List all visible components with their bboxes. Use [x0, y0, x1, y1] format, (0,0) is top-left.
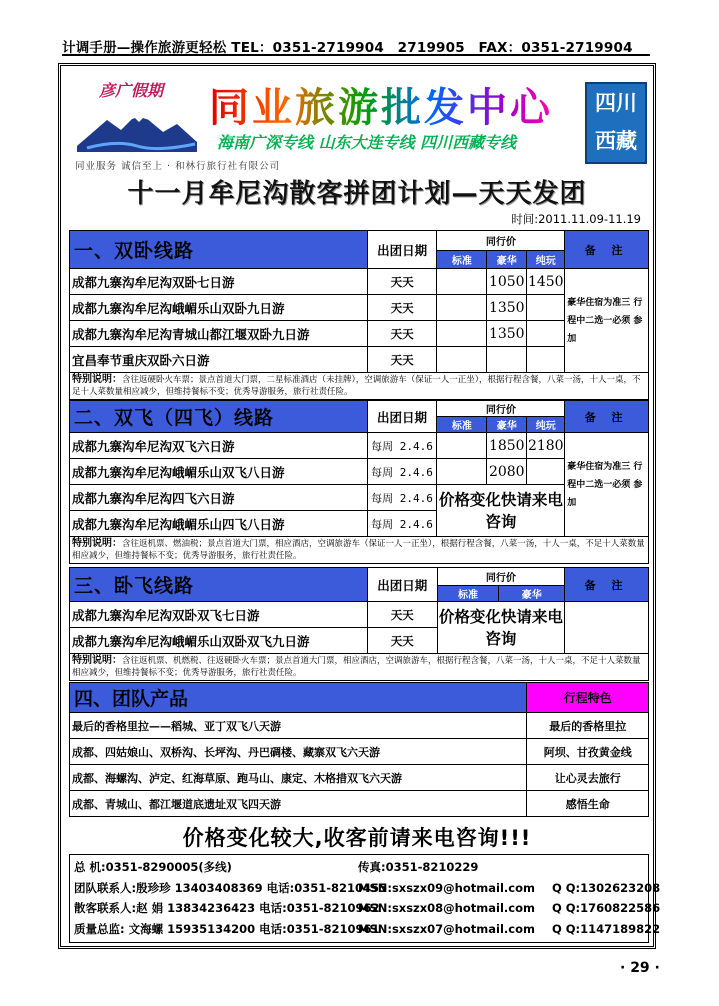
- section2-note-header: 备 注: [565, 401, 649, 433]
- route-name: 成都九寨沟牟尼沟峨嵋乐山双飞八日游: [70, 459, 368, 485]
- route-name: 成都九寨沟牟尼沟峨嵋乐山双卧九日游: [70, 295, 368, 321]
- price-col-luxury: 豪华: [487, 417, 527, 433]
- team-product: 最后的香格里拉——稻城、亚丁双飞八天游: [70, 713, 527, 739]
- section1-note: 豪华住宿为准三 行程中二选一必须 参加: [565, 269, 649, 373]
- contact-row: [74, 857, 644, 878]
- contact-mid: 传真:0351-8210229: [358, 860, 479, 874]
- route-date: 天天: [367, 628, 437, 654]
- contact-left: 总 机:0351-8290005(多线): [74, 860, 232, 874]
- route-date: 天天: [367, 269, 437, 295]
- route-date: 每周 2.4.6: [367, 433, 437, 459]
- special-text: 含往返硬卧火车票；景点首道大门票，二星标准酒店（未挂牌），空调旅游车（保证一人一正坐），根据行程含餐，八菜一汤，十人一桌，不足十人菜数量相应减少，但维持餐标不变；优秀导游服务，旅行社责任险。: [72, 375, 641, 397]
- route-name: 成都九寨沟牟尼沟双卧七日游: [70, 269, 368, 295]
- team-feature: 阿坝、甘孜黄金线: [527, 739, 649, 765]
- section1-price-header: 同行价: [437, 231, 565, 251]
- sichuan-tibet-badge: [585, 82, 647, 164]
- tagline: 同业服务 诚信至上 · 和林行旅行社有限公司: [75, 161, 281, 172]
- route-date: 天天: [367, 321, 437, 347]
- route-name: 成都九寨沟牟尼沟四飞六日游: [70, 485, 368, 511]
- section4-table: [69, 682, 649, 817]
- special-text: 含往返机票、燃油税；景点首道大门票，相应酒店，空调旅游车（保证一人一正坐），根据行程含餐，八菜一汤，十人一桌，不足十人菜数量相应减少，但维持餐标不变；优秀导游服务，旅行社责任险。: [72, 539, 645, 561]
- price-luxury: 1050: [487, 269, 527, 295]
- price-standard: [437, 295, 487, 321]
- section1-date-header: 出团日期: [367, 231, 437, 269]
- section3-price-header: 同行价: [437, 568, 565, 586]
- time-range: 时间:2011.11.09-11.19: [511, 212, 641, 226]
- contact-right: Q Q:1302623208: [552, 880, 661, 895]
- contact-row: [74, 919, 661, 940]
- price-pure: [527, 321, 565, 347]
- section2-price-header: 同行价: [437, 401, 565, 417]
- special-label: 特别说明：: [72, 655, 122, 666]
- route-name: 成都九寨沟牟尼沟双飞六日游: [70, 433, 368, 459]
- section3-date-header: 出团日期: [367, 568, 437, 602]
- plan-title: 十一月牟尼沟散客拼团计划—天天发团: [127, 179, 587, 209]
- price-luxury: 1350: [487, 295, 527, 321]
- badge-line2: 西藏: [595, 129, 637, 153]
- team-feature: 让心灵去旅行: [527, 765, 649, 791]
- section3-special-note: [70, 654, 649, 681]
- route-name: 宜昌奉节重庆双卧六日游: [70, 347, 368, 373]
- route-name: 成都九寨沟牟尼沟峨嵋乐山四飞八日游: [70, 511, 368, 537]
- section1-note-header: 备 注: [565, 231, 649, 269]
- price-pure: 2180: [527, 433, 565, 459]
- section1-table: [69, 230, 649, 400]
- section4-feature-header: 行程特色: [527, 683, 649, 713]
- special-lines: 海南广深专线 山东大连专线 四川西藏专线: [217, 133, 517, 152]
- contact-left: 质量总监: 文海螺 15935134200 电话:0351-8210961: [74, 921, 380, 936]
- section3-call-price: 价格变化快请来电咨询: [437, 602, 565, 654]
- contact-right: Q Q:1147189822: [552, 921, 661, 936]
- section4-title: 四、团队产品: [70, 683, 527, 713]
- contact-mid: MSN:sxszx08@hotmail.com: [358, 901, 535, 915]
- mountain-logo-icon: [77, 102, 197, 152]
- route-date: 每周 2.4.6: [367, 459, 437, 485]
- price-pure: [527, 347, 565, 373]
- team-feature: 最后的香格里拉: [527, 713, 649, 739]
- contact-row: [74, 878, 661, 899]
- route-date: 天天: [367, 347, 437, 373]
- price-pure: [527, 459, 565, 485]
- special-label: 特别说明：: [72, 374, 122, 385]
- contact-mid: MSN:sxszx07@hotmail.com: [358, 921, 535, 936]
- route-name: 成都九寨沟牟尼沟峨嵋乐山双卧双飞九日游: [70, 628, 368, 654]
- route-date: 每周 2.4.6: [367, 511, 437, 537]
- route-date: 天天: [367, 602, 437, 628]
- route-date: 天天: [367, 295, 437, 321]
- team-product: 成都、四姑娘山、双桥沟、长坪沟、丹巴碉楼、藏寨双飞六天游: [70, 739, 527, 765]
- badge-line1: 四川: [595, 91, 637, 115]
- section2-special-note: [70, 537, 649, 564]
- contact-left: 散客联系人:赵 娟 13834236423 电话:0351-8210962: [74, 901, 380, 915]
- contact-row: [74, 898, 661, 919]
- price-standard: [437, 347, 487, 373]
- price-standard: [437, 459, 487, 485]
- special-text: 含往返机票、机燃税、往返硬卧火车票；景点首道大门票，相应酒店，空调旅游车，根据行程含餐，八菜一汤，十人一桌，不足十人菜数量相应减少，但维持餐标不变；优秀导游服务，旅行社责任险。: [72, 656, 641, 678]
- price-pure: 1450: [527, 269, 565, 295]
- contact-mid: MSN:sxszx09@hotmail.com: [358, 880, 535, 895]
- section3-title: 三、卧飞线路: [70, 568, 368, 602]
- section2-note: 豪华住宿为准三 行程中二选一必须 参加: [565, 433, 649, 537]
- price-luxury: 2080: [487, 459, 527, 485]
- price-col-standard: 标准: [437, 417, 487, 433]
- price-col-standard: 标准: [437, 251, 487, 269]
- price-col-pure: 纯玩: [527, 251, 565, 269]
- price-standard: [437, 269, 487, 295]
- team-product: 成都、海螺沟、泸定、红海草原、跑马山、康定、木格措双飞六天游: [70, 765, 527, 791]
- route-date: 每周 2.4.6: [367, 485, 437, 511]
- section2-date-header: 出团日期: [367, 401, 437, 433]
- special-label: 特别说明：: [72, 538, 122, 549]
- price-warning: 价格变化较大,收客前请来电咨询!!!: [182, 826, 532, 850]
- section3-note-header: 备 注: [565, 568, 649, 602]
- route-name: 成都九寨沟牟尼沟双卧双飞七日游: [70, 602, 368, 628]
- price-col-luxury: 豪华: [499, 586, 565, 602]
- price-standard: [437, 321, 487, 347]
- contact-left: 团队联系人:殷珍珍 13403408369 电话:0351-8210455: [74, 880, 388, 895]
- route-name: 成都九寨沟牟尼沟青城山都江堰双卧九日游: [70, 321, 368, 347]
- price-col-standard: 标准: [437, 586, 499, 602]
- price-col-luxury: 豪华: [487, 251, 527, 269]
- page-header-bar: 计调手册—操作旅游更轻松 TEL：0351-2719904 2719905 FAX：0351-2719904: [62, 36, 650, 56]
- main-title: 同业旅游批发中心: [209, 76, 553, 133]
- team-feature: 感悟生命: [527, 791, 649, 817]
- contact-right: Q Q:1760822586: [552, 901, 661, 915]
- section2-title: 二、双飞（四飞）线路: [70, 401, 368, 433]
- brochure-frame: [58, 63, 661, 949]
- page-number: · 29 ·: [620, 960, 660, 976]
- section1-special-note: [70, 373, 649, 400]
- section1-title: 一、双卧线路: [70, 231, 368, 269]
- section2-table: [69, 400, 649, 564]
- price-col-pure: 纯玩: [527, 417, 565, 433]
- company-logo: [77, 78, 197, 156]
- price-luxury: 1350: [487, 321, 527, 347]
- price-standard: [437, 433, 487, 459]
- section2-call-price: 价格变化快请来电咨询: [437, 485, 565, 537]
- logo-text: 彦广假期: [99, 81, 164, 100]
- price-pure: [527, 295, 565, 321]
- section3-note: [565, 602, 649, 654]
- team-product: 成都、青城山、都江堰道底遗址双飞四天游: [70, 791, 527, 817]
- price-luxury: [487, 347, 527, 373]
- banner: [69, 70, 651, 174]
- contact-info: [69, 854, 661, 943]
- section3-table: [69, 567, 649, 681]
- price-luxury: 1850: [487, 433, 527, 459]
